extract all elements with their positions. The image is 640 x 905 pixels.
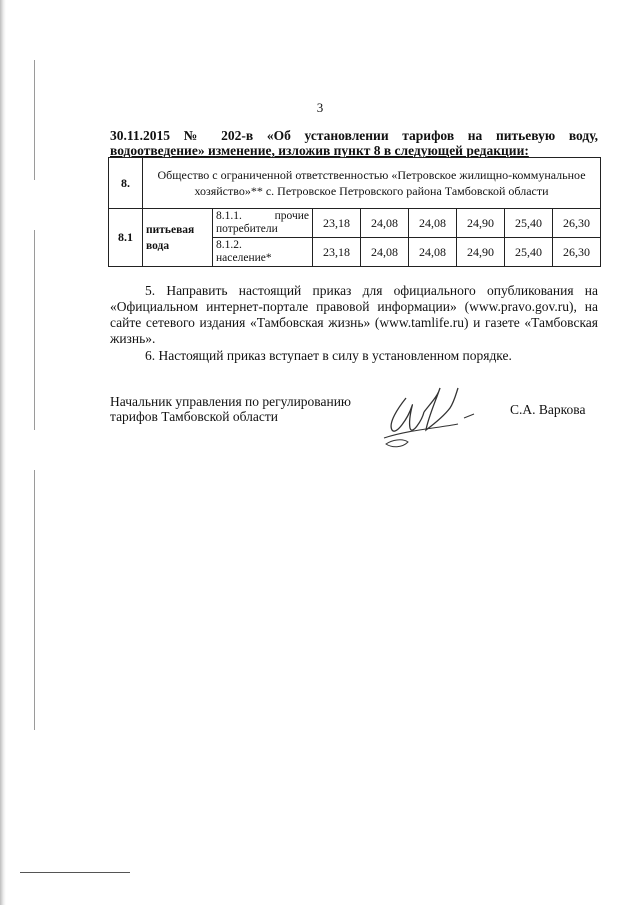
tariff-value: 26,30 xyxy=(553,209,601,238)
position-line: Начальник управления по регулированию xyxy=(110,394,352,409)
consumer-category xyxy=(213,209,313,238)
signatory-name: С.А. Варкова xyxy=(510,402,586,417)
category-word: население* xyxy=(216,252,272,264)
tariff-value: 25,40 xyxy=(505,209,553,238)
row-number: 8. xyxy=(109,158,143,209)
category-word: прочие xyxy=(274,210,309,222)
paragraph-6: 6. Настоящий приказ вступает в силу в установленном порядке. xyxy=(145,348,512,363)
product-name: питьевая вода xyxy=(143,209,213,267)
paragraph-5: 5. Направить настоящий приказ для официального опубликования на «Официальном интернет-портале правовой информации» (www.pravo.gov.ru), на сайте сетевого издания «Тамбовская жизнь» (www.tamlife.ru) и газете «Тамбовская жизнь». xyxy=(110,283,598,346)
category-code: 8.1.1. xyxy=(216,210,242,222)
scan-edge-mark xyxy=(34,230,35,430)
table-row xyxy=(109,209,601,238)
tariff-value: 23,18 xyxy=(313,238,361,267)
intro-line-2: водоотведение» изменение, изложив пункт 8 в следующей редакции: xyxy=(110,143,529,158)
tariff-value: 24,08 xyxy=(409,238,457,267)
organization-name: Общество с ограниченной ответственностью «Петровское жилищно-коммунальное хозяйство»** с. Петровское Петровского района Тамбовской области xyxy=(143,158,601,209)
tariff-value: 25,40 xyxy=(505,238,553,267)
category-code: 8.1.2. xyxy=(216,239,242,251)
sub-row-number: 8.1 xyxy=(109,209,143,267)
scan-edge-mark xyxy=(34,60,35,180)
tariff-value: 26,30 xyxy=(553,238,601,267)
signatory-position xyxy=(110,394,351,424)
tariff-value: 23,18 xyxy=(313,209,361,238)
tariff-value: 24,90 xyxy=(457,209,505,238)
tariff-value: 24,08 xyxy=(409,209,457,238)
tariff-value: 24,08 xyxy=(361,209,409,238)
tariff-value: 24,08 xyxy=(361,238,409,267)
tariff-value: 24,90 xyxy=(457,238,505,267)
scan-edge-mark xyxy=(34,470,35,730)
category-word: потребители xyxy=(216,223,278,235)
scan-left-edge xyxy=(0,0,6,905)
tariff-table xyxy=(108,157,601,267)
page-number: 3 xyxy=(316,100,324,115)
consumer-category xyxy=(213,238,313,267)
intro-line-1: 30.11.2015 № 202-в «Об установлении тарифов на питьевую воду, xyxy=(110,128,598,143)
scan-artifact-line xyxy=(20,872,130,873)
intro-text xyxy=(110,128,598,158)
table-row-org xyxy=(109,158,601,209)
handwritten-signature xyxy=(378,378,483,458)
position-line: тарифов Тамбовской области xyxy=(110,409,278,424)
